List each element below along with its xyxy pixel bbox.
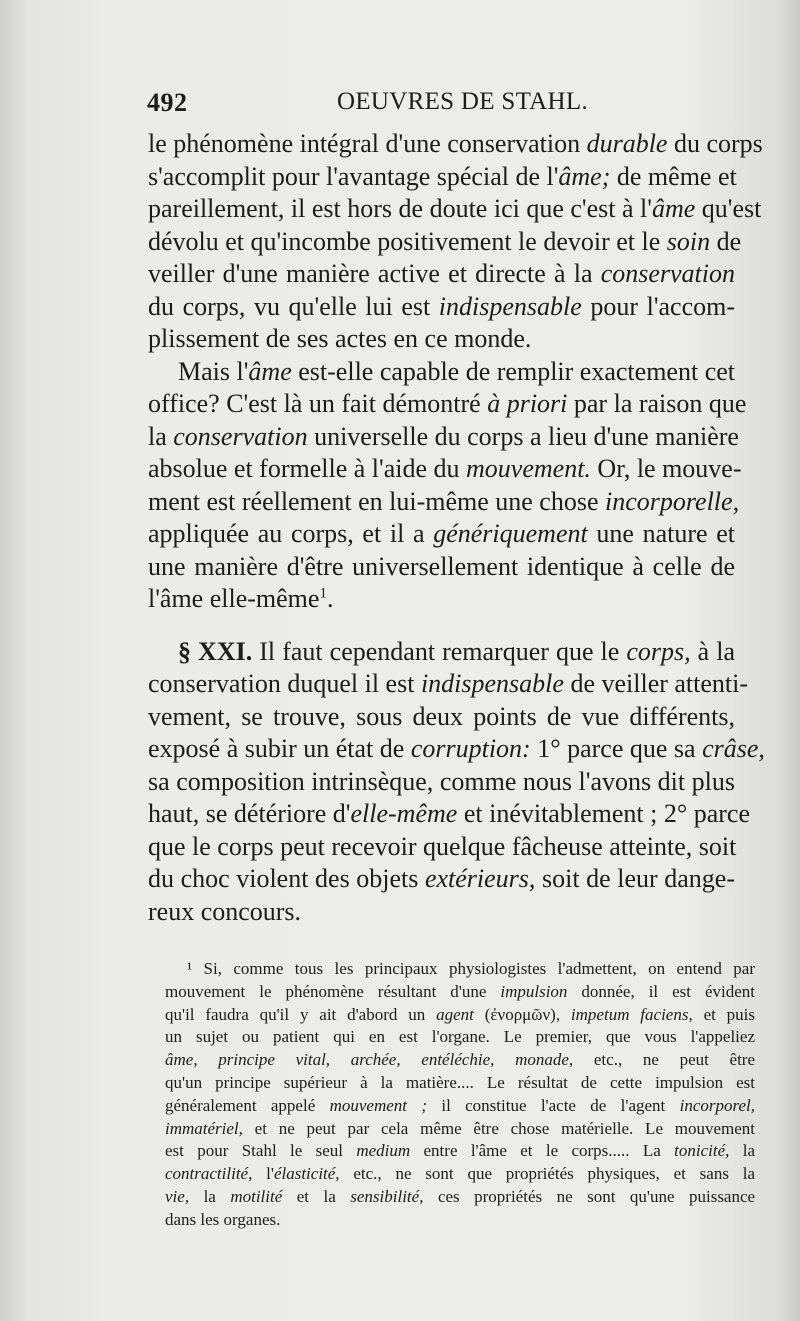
footnote-line: contractilité, l'élasticité, etc., ne sont que propriétés physiques, et sans la xyxy=(165,1164,755,1184)
text-line: s'accomplit pour l'avantage spécial de l'âme; de même et xyxy=(148,161,737,191)
footnote-line: est pour Stahl le seul medium entre l'âme et le corps..... La tonicité, la xyxy=(165,1141,756,1161)
text-line: vement, se trouve, sous deux points de vue différents, xyxy=(148,701,735,731)
text-line: sa composition intrinsèque, comme nous l'avons dit plus xyxy=(148,766,735,796)
text-line: conservation duquel il est indispensable de veiller attenti- xyxy=(148,669,749,698)
footnote-line: dans les organes. xyxy=(165,1209,281,1229)
text-line: que le corps peut recevoir quelque fâcheuse atteinte, soit xyxy=(148,831,737,861)
main-text xyxy=(148,128,765,928)
text-line: appliquée au corps, et il a génériquement une nature et xyxy=(148,519,735,548)
section-spacer xyxy=(148,616,735,636)
text-line: absolue et formelle à l'aide du mouvement. Or, le mouve- xyxy=(148,454,742,483)
text-line: ment est réellement en lui-même une chose incorporelle, xyxy=(148,486,740,516)
footnote-line: immatériel, et ne peut par cela même être chose matérielle. Le mouvement xyxy=(165,1118,756,1138)
footnote-line: vie, la motilité et la sensibilité, ces propriétés ne sont qu'une puissance xyxy=(165,1186,756,1206)
text-line: office? C'est là un fait démontré à priori par la raison que xyxy=(148,389,747,418)
text-line: dévolu et qu'incombe positivement le devoir et le soin de xyxy=(148,226,742,256)
text-line: exposé à subir un état de corruption: 1° parce que sa crâse, xyxy=(148,734,765,763)
running-title: OEUVRES DE STAHL. xyxy=(337,88,589,115)
footnote-line: qu'il faudra qu'il y ait d'abord un agent (ἐνορμῶν), impetum faciens, et puis xyxy=(165,1004,756,1024)
page-header xyxy=(147,84,589,120)
text-line: haut, se détériore d'elle-même et inévitablement ; 2° parce xyxy=(148,799,750,828)
page-number: 492 xyxy=(147,88,188,117)
footnote-line: mouvement le phénomène résultant d'une impulsion donnée, il est évident xyxy=(165,981,755,1001)
footnote-line: âme, principe vital, archée, entéléchie, monade, etc., ne peut être xyxy=(165,1050,756,1070)
text-line: l'âme elle-même$^1$. xyxy=(148,584,334,613)
text-line: § XXI. Il faut cependant remarquer que le corps, à la xyxy=(178,636,736,666)
footnote-line: ¹ Si, comme tous les principaux physiologistes l'admettent, on entend par xyxy=(187,959,755,978)
text-line: une manière d'être universellement identique à celle de xyxy=(148,551,735,581)
footnote-line: un sujet ou patient qui en est l'organe. Le premier, que vous l'appeliez xyxy=(165,1027,755,1047)
text-line: veiller d'une manière active et directe à la conservation xyxy=(148,259,735,288)
text-line: reux concours. xyxy=(148,896,302,926)
text-line: du corps, vu qu'elle lui est indispensable pour l'accom- xyxy=(148,291,736,321)
text-line: le phénomène intégral d'une conservation durable du corps xyxy=(148,129,763,158)
footnote-line: qu'un principe supérieur à la matière.... Le résultat de cette impulsion est xyxy=(165,1072,755,1092)
section-heading: § XXI. xyxy=(178,636,253,666)
footnote-line: généralement appelé mouvement ; il constitue l'acte de l'agent incorporel, xyxy=(165,1095,756,1115)
footnote xyxy=(165,958,755,1232)
text-line: pareillement, il est hors de doute ici que c'est à l'âme qu'est xyxy=(148,194,762,223)
text-line: la conservation universelle du corps a lieu d'une manière xyxy=(148,421,739,451)
footnote-ref: 1 xyxy=(319,585,327,602)
text-line: du choc violent des objets extérieurs, soit de leur dange- xyxy=(148,864,735,893)
text-line: plissement de ses actes en ce monde. xyxy=(148,324,532,353)
text-line: Mais l'âme est-elle capable de remplir exactement cet xyxy=(178,356,735,386)
